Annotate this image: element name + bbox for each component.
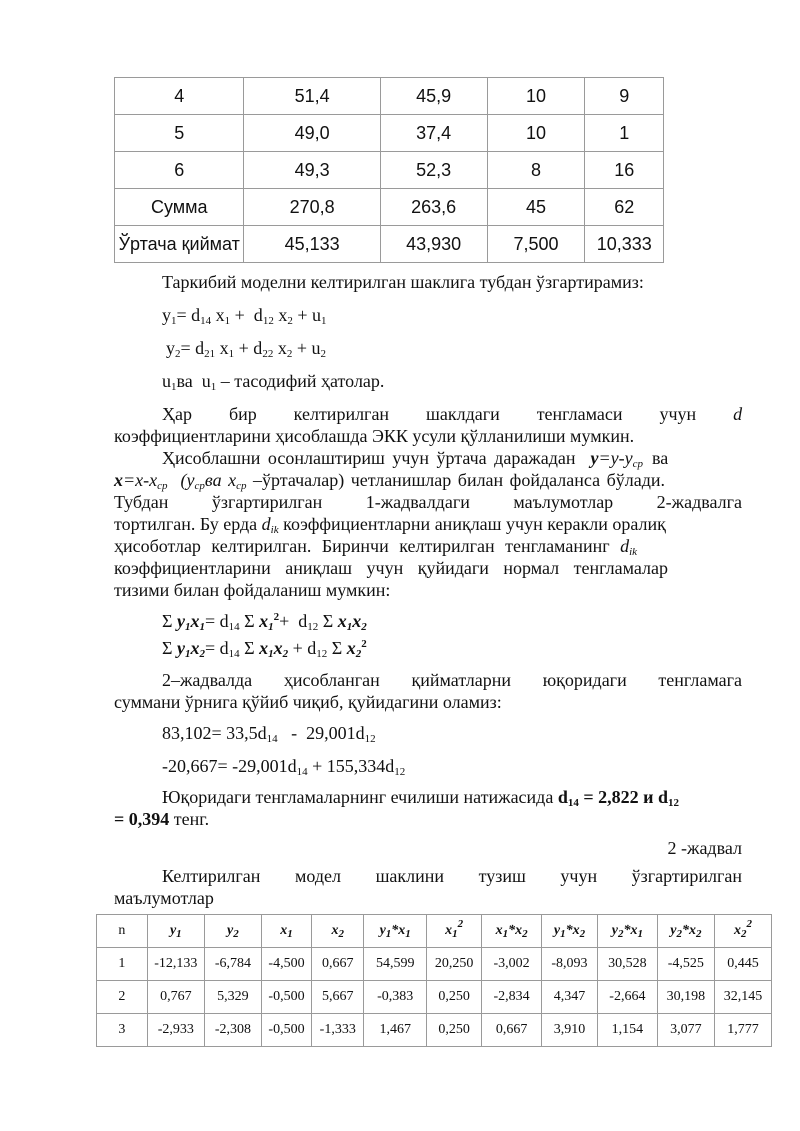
table-1-cell: 8 <box>487 152 585 189</box>
table-1-cell: 263,6 <box>380 189 487 226</box>
table-2-row-index: 1 <box>97 948 148 981</box>
table-1-row-label: Сумма <box>115 189 244 226</box>
table-1-cell: 45,133 <box>244 226 380 263</box>
table-2-cell: 54,599 <box>364 948 427 981</box>
normal-equation-1: Σ $y_1x_1= d_{14}$ Σ $x_1^2+ d_{12}$ Σ $x_1x_2$ <box>162 611 367 633</box>
table-1-row <box>115 189 664 226</box>
table-2-cell: -0,383 <box>364 981 427 1014</box>
paragraph-substitution-line1: 2–жадвалда ҳисобланган қийматларни юқоридаги тенгламага <box>162 670 742 690</box>
table-2-cell: 0,667 <box>482 1014 542 1047</box>
paragraph-deviation-line5: ҳисоботлар келтирилган. Биринчи келтирилган тенгламанинг $d_{ik}$ <box>114 536 638 558</box>
paragraph-solution-line2: = 0,394 тенг. <box>114 809 210 829</box>
table-2-cell: -8,093 <box>541 948 597 981</box>
table-2-cell: -3,002 <box>482 948 542 981</box>
table-2-row <box>97 948 772 981</box>
paragraph-deviation-line3: Тубдан ўзгартирилган 1-жадвалдаги маълумотлар 2-жадвалга <box>114 492 743 512</box>
data-table-1 <box>114 77 664 263</box>
header-x1x2: $x_1*x_2$ <box>482 915 542 948</box>
table-2-cell: 0,667 <box>312 948 364 981</box>
paragraph-deviation-line1: Ҳисоблашни осонлаштириш учун ўртача даражадан $y=y-y_{ср}$ ва <box>162 448 669 470</box>
paragraph-deviation-line2: $x=x-x_{ср}$ ($y_{ср}ва$ $x_{ср}$ –ўртачалар) четланишлар билан фойдаланса бўлади. <box>114 470 666 492</box>
table-1-cell: 49,3 <box>244 152 380 189</box>
table-1-cell: 62 <box>585 189 664 226</box>
table-2-cell: -6,784 <box>204 948 261 981</box>
table-1-cell: 10,333 <box>585 226 664 263</box>
table-2-cell: 30,198 <box>657 981 714 1014</box>
header-y2x2: $y_2*x_2$ <box>657 915 714 948</box>
table-2-cell: 5,667 <box>312 981 364 1014</box>
paragraph-intro: Таркибий моделни келтирилган шаклига тубдан ўзгартирамиз: <box>162 272 644 292</box>
paragraph-coefficients-line2: коэффициентларини ҳисоблашда ЭКК усули қўлланилиши мумкин. <box>114 426 635 446</box>
table-2-cell: 20,250 <box>427 948 482 981</box>
table-2-cell: -0,500 <box>261 981 311 1014</box>
table-1-row <box>115 78 664 115</box>
table-2-label: 2 -жадвал <box>667 838 742 858</box>
header-x1sq: $x_1^2$ <box>427 915 482 948</box>
table-1-cell: 270,8 <box>244 189 380 226</box>
table-2-cell: 4,347 <box>541 981 597 1014</box>
table-2-cell: -2,933 <box>147 1014 204 1047</box>
equation-y1: $y_1= d_{14}$ $x_1 + d_{12}$ $x_2 + u_1$ <box>162 305 327 327</box>
table-2-cell: 1,154 <box>597 1014 657 1047</box>
table-2-row-index: 2 <box>97 981 148 1014</box>
table-1-cell: 7,500 <box>487 226 585 263</box>
paragraph-substitution-line2: суммани ўрнига қўйиб чиқиб, қуйидагини оламиз: <box>114 692 502 712</box>
paragraph-solution-line1: Юқоридаги тенгламаларнинг ечилиши натижасида $d_{14} = 2,822$ и $d_{12}$ <box>162 787 679 809</box>
table-1-row-label: 5 <box>115 115 244 152</box>
table-1-row <box>115 152 664 189</box>
header-n: n <box>97 915 148 948</box>
table-2-caption-line2: маълумотлар <box>114 888 214 908</box>
table-1-cell: 16 <box>585 152 664 189</box>
normal-equation-2: Σ $y_1x_2= d_{14}$ Σ $x_1x_2 + d_{12}$ Σ $x_2^2$ <box>162 638 367 660</box>
paragraph-deviation-line6: коэффициентларини аниқлаш учун қуйидаги нормал тенгламалар <box>114 558 668 578</box>
table-2-cell: -12,133 <box>147 948 204 981</box>
table-2-cell: 0,250 <box>427 1014 482 1047</box>
table-1-row-label: Ўртача қиймат <box>115 226 244 263</box>
table-2-cell: -2,834 <box>482 981 542 1014</box>
table-2-cell: 0,445 <box>714 948 771 981</box>
table-1-cell: 52,3 <box>380 152 487 189</box>
table-1-row <box>115 226 664 263</box>
table-1-row-label: 6 <box>115 152 244 189</box>
header-y1: $y_1$ <box>147 915 204 948</box>
table-2-cell: 30,528 <box>597 948 657 981</box>
table-2-row <box>97 981 772 1014</box>
table-2-cell: 32,145 <box>714 981 771 1014</box>
table-1-cell: 10 <box>487 78 585 115</box>
table-1-row <box>115 115 664 152</box>
table-1-cell: 43,930 <box>380 226 487 263</box>
header-x2sq: $x_2^2$ <box>714 915 771 948</box>
numeric-equation-2: $-20,667= -29,001d_{14} + 155,334d_{12}$ <box>162 756 406 778</box>
table-2-cell: -0,500 <box>261 1014 311 1047</box>
header-y1x1: $y_1*x_1$ <box>364 915 427 948</box>
table-2-row-index: 3 <box>97 1014 148 1047</box>
header-y1x2: $y_1*x_2$ <box>541 915 597 948</box>
paragraph-deviation-line4: тортилган. Бу ерда $d_{ik}$ коэффициентларни аниқлаш учун керакли оралиқ <box>114 514 666 536</box>
table-2-cell: -4,525 <box>657 948 714 981</box>
table-2-cell: 1,777 <box>714 1014 771 1047</box>
table-2-row <box>97 1014 772 1047</box>
table-1-cell: 37,4 <box>380 115 487 152</box>
paragraph-coefficients-line1: Ҳар бир келтирилган шаклдаги тенгламаси учун d <box>162 404 743 424</box>
header-y2x1: $y_2*x_1$ <box>597 915 657 948</box>
header-x1: $x_1$ <box>261 915 311 948</box>
table-2-cell: -2,664 <box>597 981 657 1014</box>
paragraph-deviation-line7: тизими билан фойдаланиш мумкин: <box>114 580 391 600</box>
header-y2: $y_2$ <box>204 915 261 948</box>
table-2-header-row <box>97 915 772 948</box>
table-2-cell: -1,333 <box>312 1014 364 1047</box>
table-2-cell: 0,767 <box>147 981 204 1014</box>
table-2-cell: 5,329 <box>204 981 261 1014</box>
table-2-cell: -4,500 <box>261 948 311 981</box>
table-1-cell: 9 <box>585 78 664 115</box>
equation-y2: $y_2= d_{21}$ $x_1 + d_{22}$ $x_2 + u_2$ <box>166 338 326 360</box>
table-2-cell: 0,250 <box>427 981 482 1014</box>
table-2-cell: -2,308 <box>204 1014 261 1047</box>
table-1-cell: 10 <box>487 115 585 152</box>
table-2-cell: 1,467 <box>364 1014 427 1047</box>
header-x2: $x_2$ <box>312 915 364 948</box>
table-1-cell: 45 <box>487 189 585 226</box>
error-terms-line: $u_1ва$ $u_1$ – тасодифий ҳатолар. <box>162 371 385 393</box>
table-2-cell: 3,910 <box>541 1014 597 1047</box>
numeric-equation-1: $83,102= 33,5d_{14} - 29,001d_{12}$ <box>162 723 376 745</box>
table-2-cell: 3,077 <box>657 1014 714 1047</box>
data-table-2 <box>96 914 772 1047</box>
table-1-cell: 45,9 <box>380 78 487 115</box>
table-1-cell: 1 <box>585 115 664 152</box>
table-1-cell: 49,0 <box>244 115 380 152</box>
table-1-cell: 51,4 <box>244 78 380 115</box>
table-1-row-label: 4 <box>115 78 244 115</box>
table-2-caption-line1: Келтирилган модел шаклини тузиш учун ўзгартирилган <box>162 866 743 886</box>
